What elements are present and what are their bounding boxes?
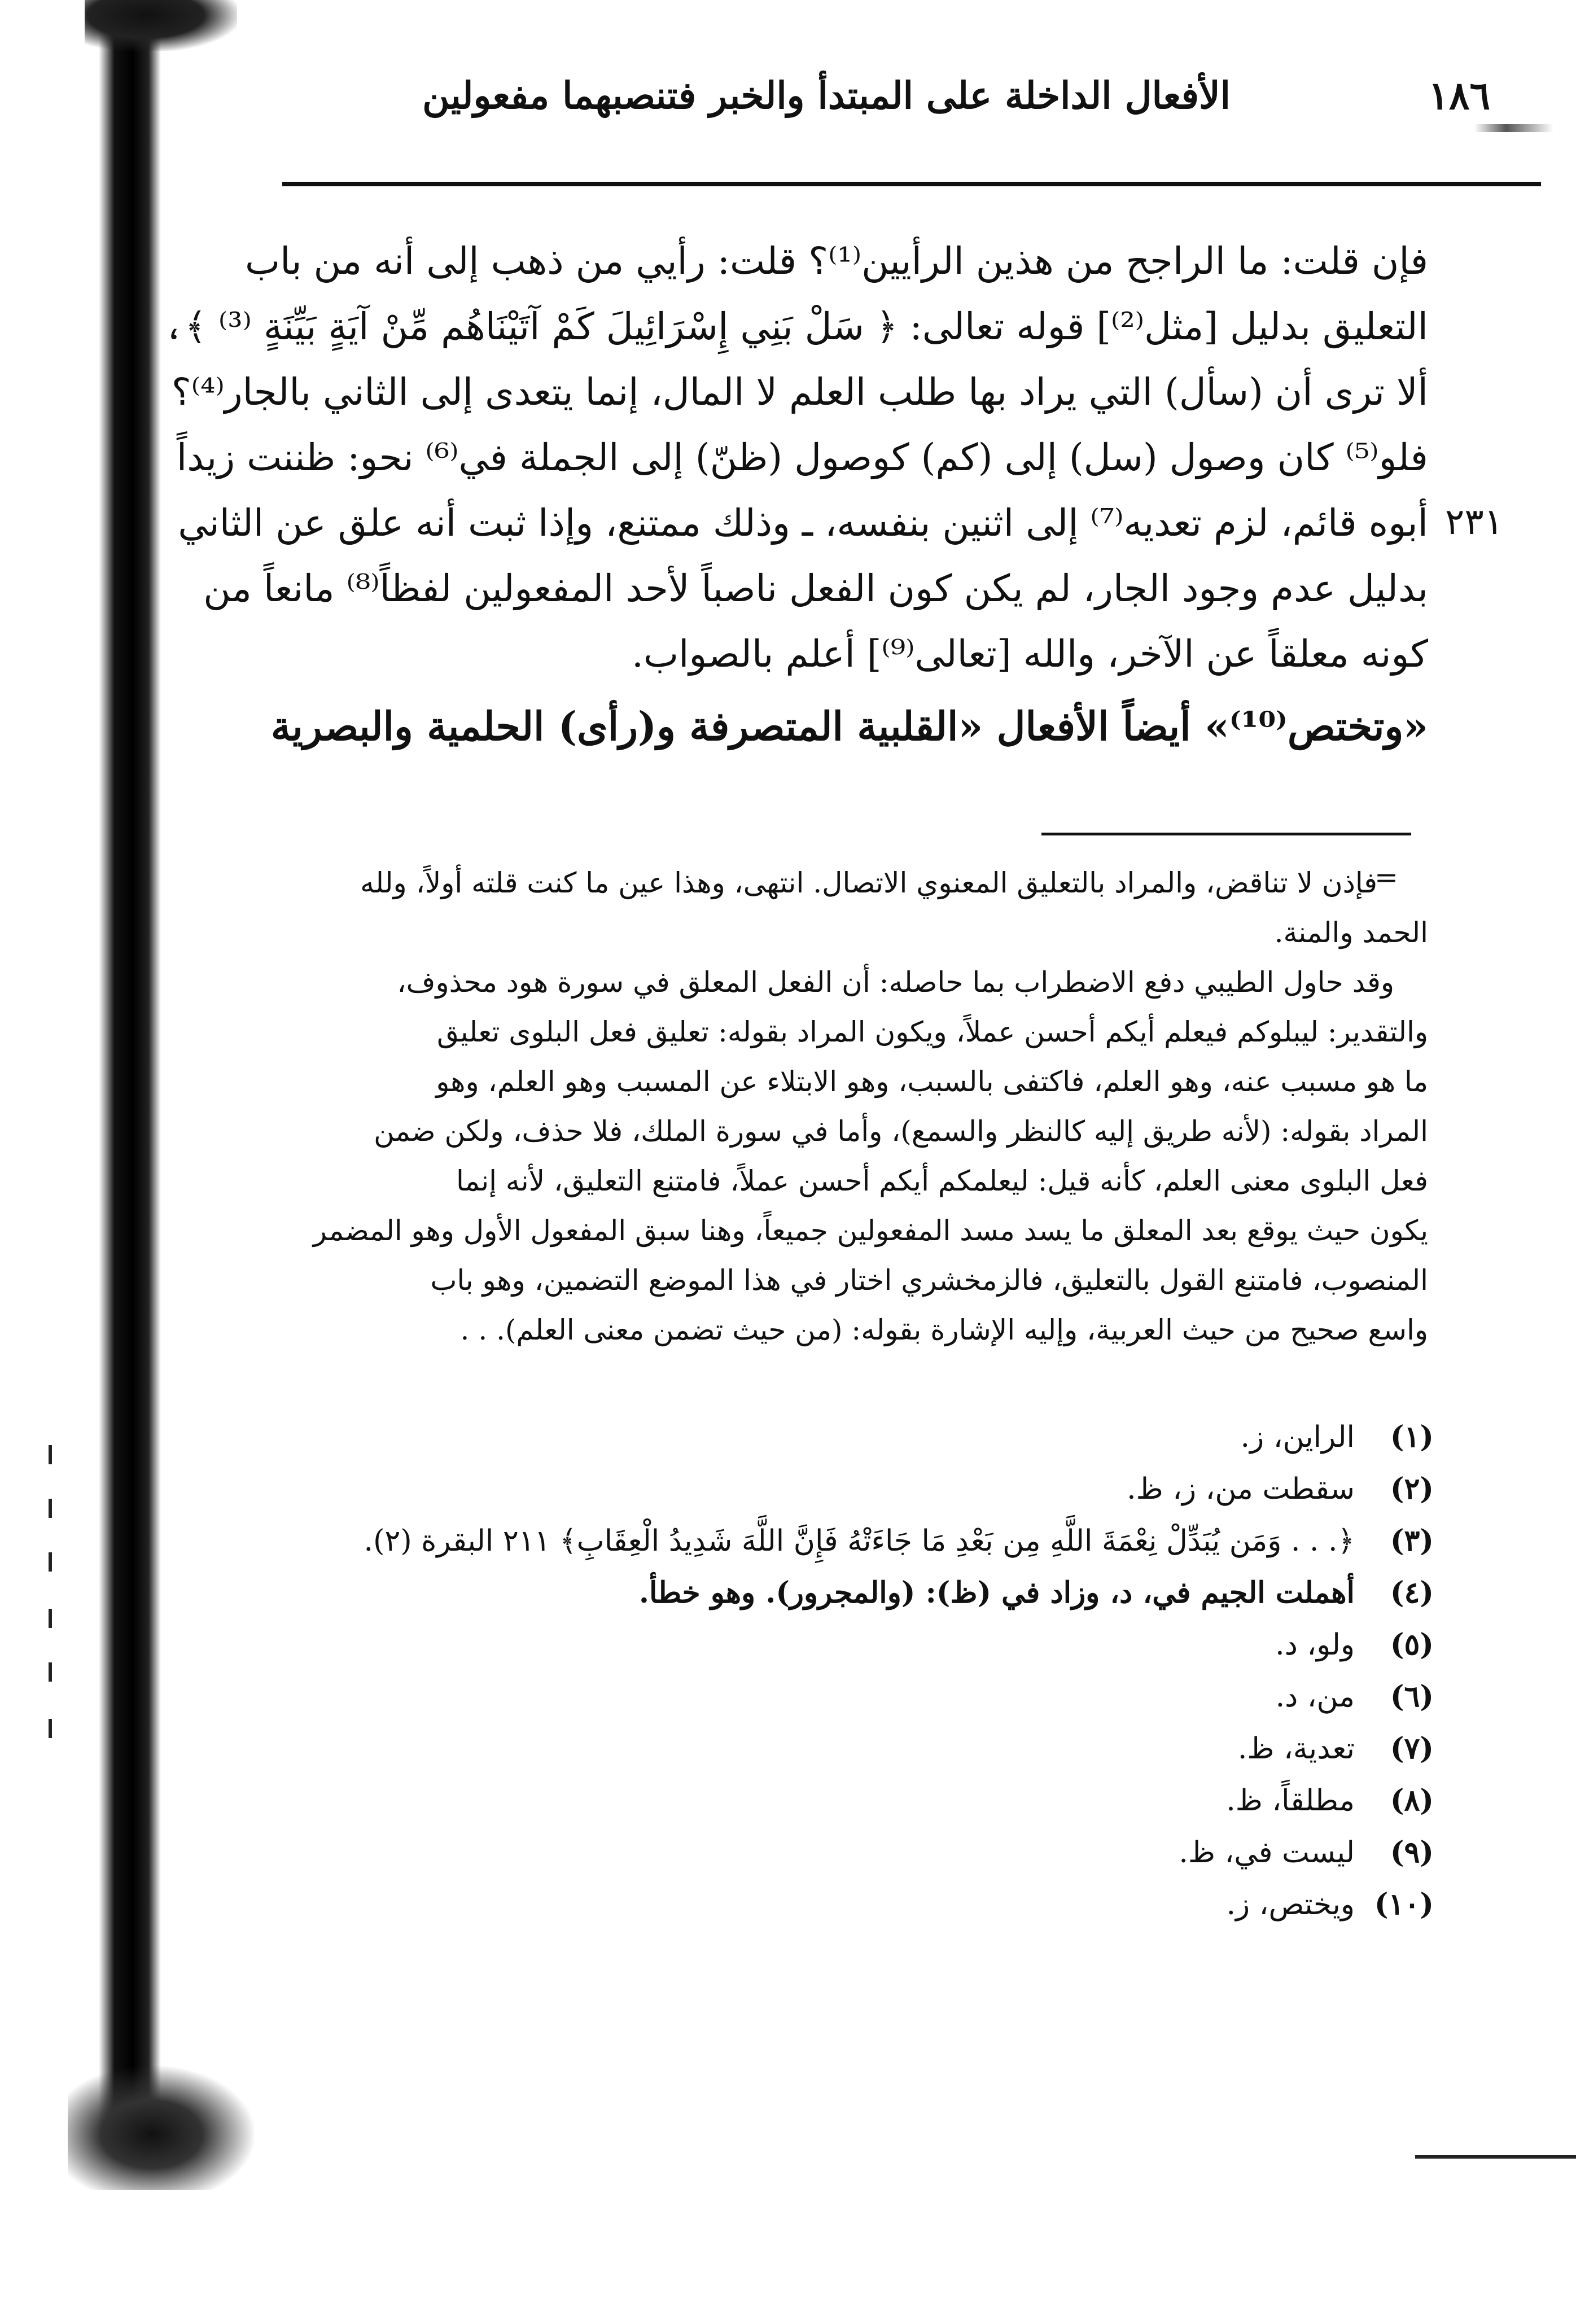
commentary-line: الحمد والمنة. bbox=[1274, 916, 1428, 949]
continuation-mark: = bbox=[1374, 861, 1398, 894]
binding-shadow-top bbox=[85, 0, 237, 51]
edge-mark bbox=[49, 1445, 52, 1464]
binding-shadow bbox=[99, 0, 161, 2122]
footnote-item bbox=[508, 1463, 1434, 1515]
edge-mark bbox=[49, 1609, 52, 1628]
commentary-line: وقد حاول الطيبي دفع الاضطراب بما حاصله: أن الفعل المعلق في سورة هود محذوف، bbox=[397, 966, 1394, 999]
footnote-item bbox=[508, 1827, 1434, 1879]
footnote-item bbox=[508, 1775, 1434, 1827]
footnote-item bbox=[364, 1515, 1434, 1567]
commentary-line: ما هو مسبب عنه، وهو العلم، فاكتفى بالسبب، وهو الابتلاء عن المسبب وهو العلم، وهو bbox=[436, 1065, 1428, 1098]
footnote-text: سقطت من، ز، ظ. bbox=[1127, 1472, 1355, 1506]
footnote-item bbox=[508, 1723, 1434, 1775]
commentary-line: فإذن لا تناقض، والمراد بالتعليق المعنوي الاتصال. انتهى، وهذا عين ما كنت قلته أولاً، ولله bbox=[360, 866, 1377, 899]
footnote-item bbox=[508, 1879, 1434, 1931]
footnote-number: (١) bbox=[1390, 1420, 1434, 1454]
running-title: الأفعال الداخلة على المبتدأ والخبر فتنصبهما مفعولين bbox=[422, 73, 1231, 117]
footnote-number: (٦) bbox=[1390, 1679, 1434, 1714]
page-number: ١٨٦ bbox=[1428, 73, 1490, 119]
commentary-line: فعل البلوى معنى العلم، كأنه قيل: ليعلمكم أيكم أحسن عملاً، فامتنع التعليق، لأنه إنما bbox=[456, 1165, 1428, 1197]
main-line: كونه معلقاً عن الآخر، والله [تعالى⁽⁹⁾] أعلم بالصواب. bbox=[631, 632, 1428, 676]
main-line: ألا ترى أن (سأل) التي يراد بها طلب العلم لا المال، إنما يتعدى إلى الثاني بالجار⁽⁴⁾؟ bbox=[171, 370, 1428, 414]
margin-number: ٢٣١ bbox=[1445, 501, 1504, 543]
footnote-text: ويختص، ز. bbox=[1226, 1888, 1355, 1922]
main-line: بدليل عدم وجود الجار، لم يكن كون الفعل ناصباً لأحد المفعولين لفظاً⁽⁸⁾ مانعاً من bbox=[203, 567, 1428, 610]
footnote-commentary bbox=[313, 858, 1428, 1355]
bottom-rule bbox=[1415, 2155, 1576, 2159]
footnote-number: (١٠) bbox=[1374, 1887, 1434, 1922]
footnote-number: (٤) bbox=[1390, 1575, 1434, 1610]
main-line: فإن قلت: ما الراجح من هذين الرأيين⁽¹⁾؟ قلت: رأيي من ذهب إلى أنه من باب bbox=[244, 239, 1428, 283]
footnote-text: ﴿. . . وَمَن يُبَدِّلْ نِعْمَةَ اللَّهِ مِن بَعْدِ مَا جَاءَتْهُ فَإِنَّ اللَّهَ شَدِيدُ الْعِقَابِ﴾ ٢١١ البقرة (٢). bbox=[364, 1524, 1355, 1558]
main-line: فلو⁽⁵⁾ كان وصول (سل) إلى (كم) كوصول (ظنّ) إلى الجملة في⁽⁶⁾ نحو: ظننت زيداً bbox=[176, 436, 1428, 479]
footnote-text: مطلقاً، ظ. bbox=[1226, 1784, 1355, 1818]
footnote-text: أهملت الجيم في، د، وزاد في (ظ): (والمجرور). وهو خطأ. bbox=[638, 1575, 1355, 1610]
commentary-line: المنصوب، فامتنع القول بالتعليق، فالزمخشري اختار في هذا الموضع التضمين، وهو باب bbox=[430, 1264, 1428, 1297]
main-line: أبوه قائم، لزم تعديه⁽⁷⁾ إلى اثنين بنفسه، ـ وذلك ممتنع، وإذا ثبت أنه علق عن الثاني bbox=[178, 501, 1428, 545]
footnote-number: (٥) bbox=[1390, 1627, 1434, 1662]
footnote-number: (٩) bbox=[1390, 1835, 1434, 1870]
footnote-list bbox=[364, 1411, 1434, 1931]
footnote-item bbox=[508, 1567, 1434, 1619]
footnote-text: من، د. bbox=[1275, 1680, 1355, 1714]
edge-mark bbox=[49, 1499, 52, 1518]
footnote-item bbox=[508, 1671, 1434, 1723]
footnote-number: (٨) bbox=[1390, 1783, 1434, 1818]
main-text bbox=[163, 229, 1428, 759]
commentary-line: المراد بقوله: (لأنه طريق إليه كالنظر والسمع)، وأما في سورة الملك، فلا حذف، ولكن ضمن bbox=[374, 1115, 1428, 1148]
commentary-line: والتقدير: ليبلوكم فيعلم أيكم أحسن عملاً، ويكون المراد بقوله: تعليق فعل البلوى تعليق bbox=[437, 1016, 1428, 1048]
footnote-separator bbox=[1041, 833, 1411, 835]
footnote-text: الراين، ز. bbox=[1240, 1420, 1355, 1454]
footnote-text: ليست في، ظ. bbox=[1179, 1836, 1355, 1870]
edge-mark bbox=[49, 1662, 52, 1682]
main-line: التعليق بدليل [مثل⁽²⁾] قوله تعالى: ﴿ سَلْ بَنِي إِسْرَائِيلَ كَمْ آتَيْنَاهُم مِّنْ آيَةٍ بَيِّنَةٍ ⁽³⁾ ﴾، bbox=[163, 305, 1428, 348]
page-header bbox=[282, 73, 1490, 141]
footnote-item bbox=[508, 1619, 1434, 1671]
footnote-text: تعدية، ظ. bbox=[1237, 1732, 1355, 1766]
footnote-item bbox=[508, 1411, 1434, 1463]
commentary-line: يكون حيث يوقع بعد المعلق ما يسد مسد المفعولين جميعاً، وهنا سبق المفعول الأول وهو المضمر bbox=[313, 1214, 1428, 1247]
footnote-number: (٣) bbox=[1390, 1524, 1434, 1558]
bold-main-line: «وتختص⁽¹⁰⁾» أيضاً الأفعال «القلبية المتصرفة و(رأى) الحلمية والبصرية bbox=[270, 703, 1428, 750]
edge-mark bbox=[49, 1552, 52, 1572]
header-rule bbox=[282, 182, 1541, 186]
edge-mark bbox=[49, 1719, 52, 1738]
binding-shadow-bottom bbox=[68, 2066, 254, 2190]
footnote-number: (٧) bbox=[1390, 1731, 1434, 1766]
footnote-number: (٢) bbox=[1390, 1472, 1434, 1506]
commentary-line: واسع صحيح من حيث العربية، وإليه الإشارة بقوله: (من حيث تضمن معنى العلم). . . bbox=[460, 1314, 1428, 1346]
footnote-text: ولو، د. bbox=[1275, 1628, 1355, 1662]
